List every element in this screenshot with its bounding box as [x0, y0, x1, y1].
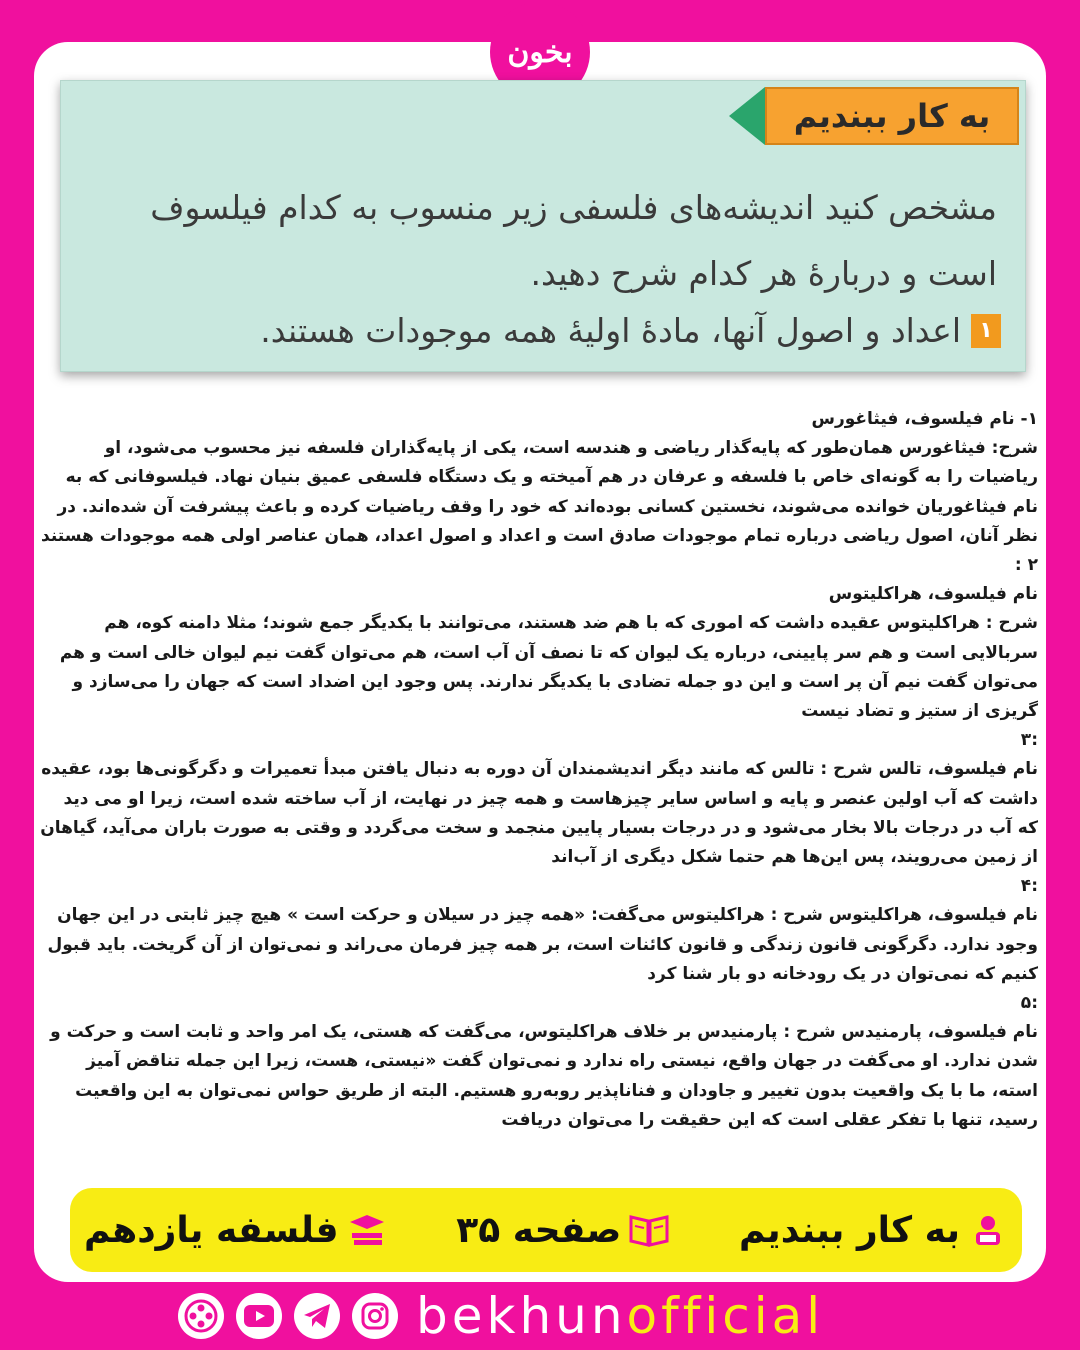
exercise-item — [81, 311, 1001, 350]
tag-arrow-icon — [729, 87, 765, 145]
answer-line: نام فیلسوف، تالس شرح : تالس که مانند دیگر اندیشمندان آن دوره به دنبال یافتن مبدأ تعمیرات و دگرگونی‌ها بود، عقیده داشت که آب اولین عنصر و پایه و اساس سایر چیزهاست و همه چیز در نهایت، از آب ساخته شده است، زیرا او می دید که آب در درجات بالا بخار می‌شود و در درجات بسیار پایین منجمد و سخت می‌گردد و وقتی به صورت باران می‌آید، گیاهان از زمین می‌رویند، پس این‌ها هم حتما شکل دیگری از آب‌اند — [40, 759, 1038, 868]
answer-text — [38, 405, 1038, 1135]
telegram-icon[interactable] — [294, 1293, 340, 1339]
footer-subject — [84, 1210, 387, 1251]
handle-part2: official — [626, 1287, 825, 1345]
logo-text: بخون — [507, 34, 573, 70]
footer-page-label: صفحه ۳۵ — [456, 1209, 622, 1251]
section-tag — [729, 87, 1019, 145]
item-text: اعداد و اصول آنها، مادهٔ اولیهٔ همه موجودات هستند. — [260, 311, 961, 350]
youtube-icon[interactable] — [236, 1293, 282, 1339]
social-handle — [416, 1287, 824, 1345]
footer-section-label: به کار ببندیم — [738, 1209, 960, 1251]
footer-page — [456, 1210, 669, 1251]
answer-line: نام فیلسوف، هراکلیتوس — [828, 584, 1038, 605]
answer-line: ۲ : — [1014, 555, 1038, 576]
item-number-badge: ۱ — [971, 314, 1001, 348]
instagram-icon[interactable] — [352, 1293, 398, 1339]
footer-subject-label: فلسفه یازدهم — [84, 1209, 339, 1251]
graduation-books-icon — [347, 1210, 387, 1250]
textbook-excerpt — [60, 80, 1026, 372]
teacher-icon — [968, 1210, 1008, 1250]
answer-line: نام فیلسوف، پارمنیدس شرح : پارمنیدس بر خلاف هراکلیتوس، می‌گفت که هستی، یک امر واحد و ثابت است و حرکت و شدن ندارد. او می‌گفت در جهان واقع، نیستی راه ندارد و نمی‌توان گفت «نیستی، هست، زیرا این جمله تناقض آمیز استه، ما با یک واقعیت بدون تغییر و جاودان و فناناپذیر روبه‌رو هستیم. البته از طریق حواس نمی‌توان به این واقعیت رسید، تنها با تفکر عقلی است که این حقیقت را می‌توان دریافت — [50, 1022, 1038, 1130]
handle-part1: bekhun — [416, 1287, 627, 1345]
answer-line: :۴ — [1020, 876, 1038, 897]
aparat-icon[interactable] — [178, 1293, 224, 1339]
answer-line: شرح : هراکلیتوس عقیده داشت که اموری که با هم ضد هستند، می‌توانند با یکدیگر جمع شوند؛ مثلا دامنه کوه، هم سربالایی است و هم سر پایینی، درباره یک لیوان که تا نصف آن آب است، هم می‌توان گفت نیم لیوان خالی است و هم می‌توان گفت نیم آن پر است و این دو جمله تضادی با یکدیگر ندارند. پس وجود این اضداد است که جهان را می‌سازد و گریزی از ستیز و تضاد نیست — [59, 613, 1038, 722]
exercise-question: مشخص کنید اندیشه‌های فلسفی زیر منسوب به کدام فیلسوف است و دربارهٔ هر کدام شرح دهید. — [150, 188, 997, 293]
social-bar — [178, 1288, 898, 1344]
footer-bar — [70, 1188, 1022, 1272]
answer-line: شرح: فیثاغورس همان‌طور که پایه‌گذار ریاضی و هندسه است، یکی از پایه‌گذاران فلسفه نیز محسوب می‌شود، او ریاضیات را به گونه‌ای خاص با فلسفه و عرفان در هم آمیخته و یک دستگاه فلسفی عمیق بنیان نهاد. فیلسوفانی که به نام فیثاغوریان خوانده می‌شوند، نخستین کسانی بوده‌اند که خود را وقف ریاضیات کرده و باعث پیشرفت آن شده‌اند. در نظر آنان، اصول ریاضی درباره تمام موجودات صادق است و اعداد و اصول اعداد، همان عناصر اولی همه موجودات هستند — [41, 438, 1038, 546]
footer-section — [739, 1210, 1008, 1251]
answer-line: ۱- نام فیلسوف، فیثاغورس — [811, 409, 1038, 429]
answer-line: :۳ — [1020, 730, 1038, 751]
open-book-icon — [629, 1210, 669, 1250]
answer-line: :۵ — [1020, 993, 1038, 1014]
answer-line: نام فیلسوف، هراکلیتوس شرح : هراکلیتوس می‌گفت: «همه چیز در سیلان و حرکت است » هیچ چیز ثابتی در این جهان وجود ندارد. دگرگونی قانون زندگی و قانون کائنات است، بر همه چیز فرمان می‌راند و نمی‌توان از آن گریخت. باید قبول کنیم که نمی‌توان در یک رودخانه دو بار شنا کرد — [47, 905, 1038, 984]
section-tag-label: به کار ببندیم — [765, 87, 1019, 145]
